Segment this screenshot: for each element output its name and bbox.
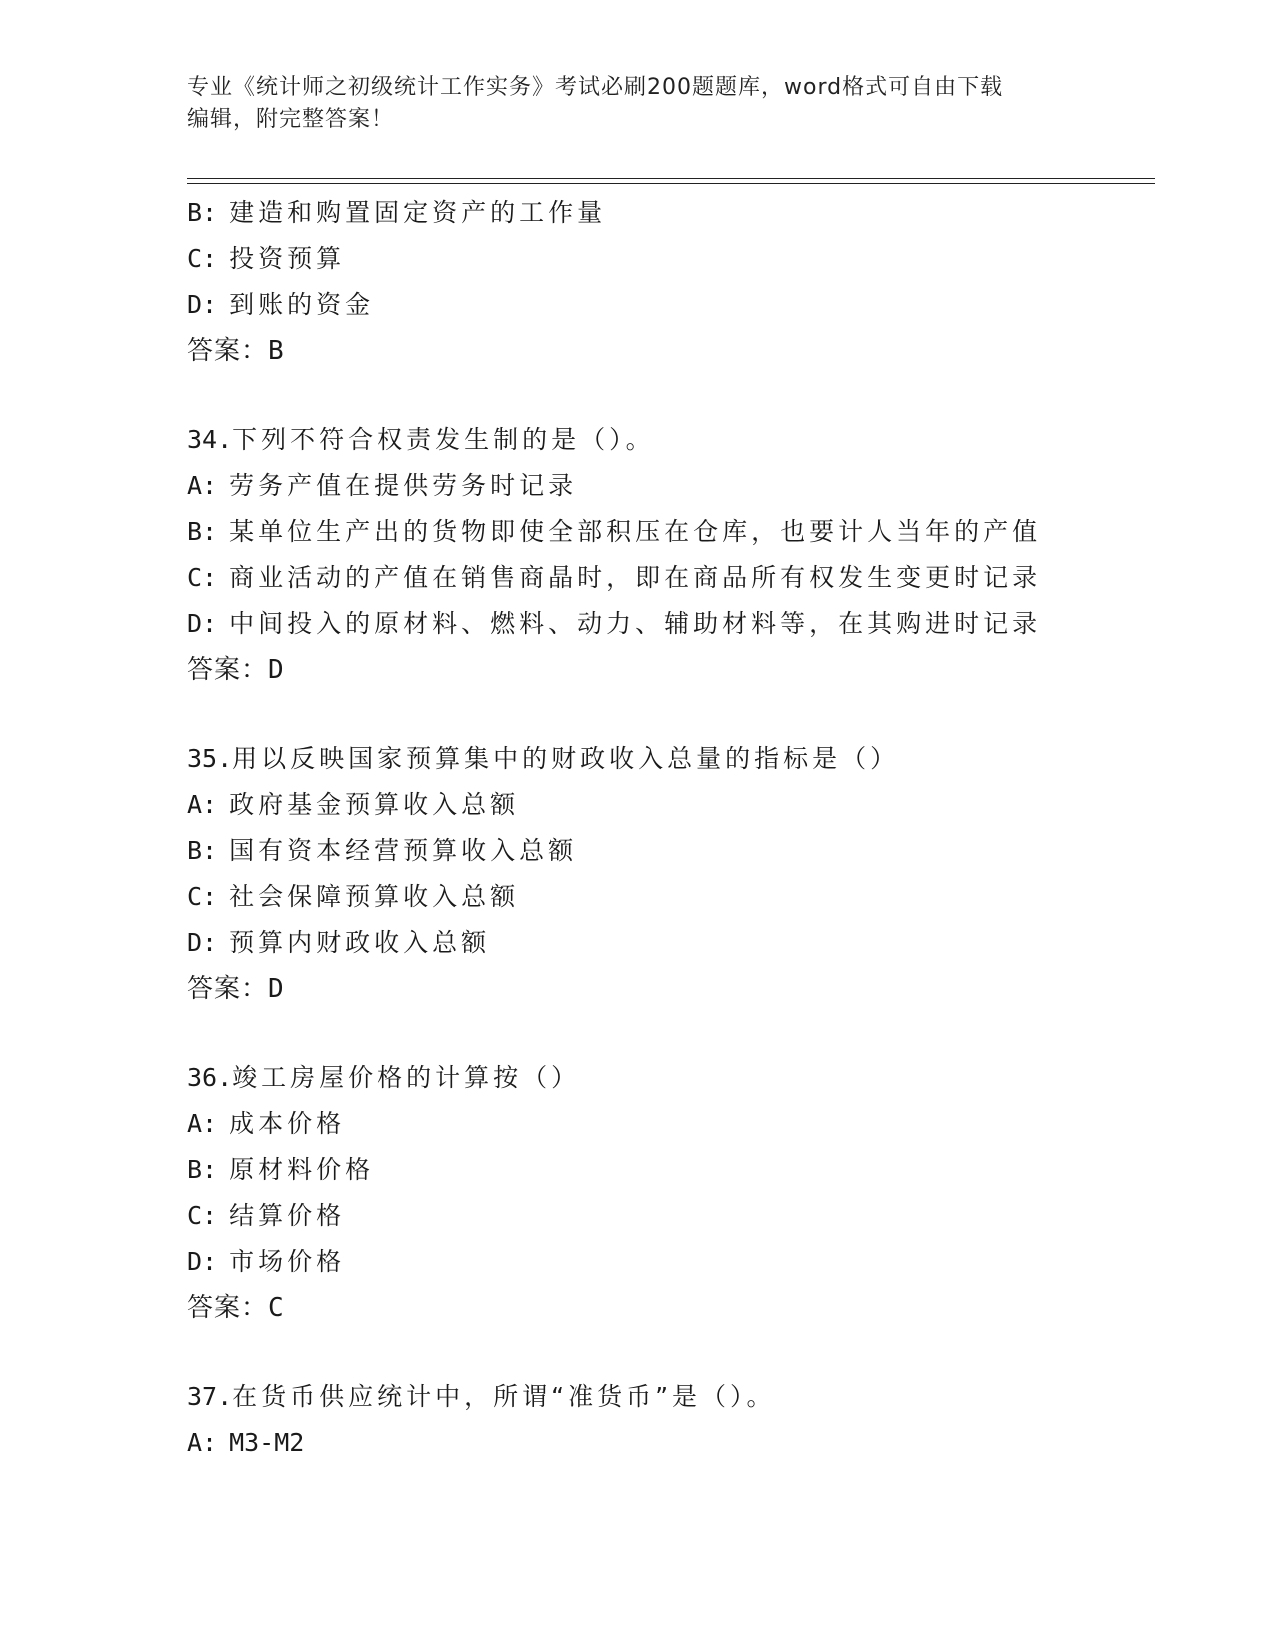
option-text: 中间投入的原材料、燃料、动力、辅助材料等，在其购进时记录 xyxy=(229,609,1042,638)
question-35 xyxy=(187,736,1147,1012)
answer-label: 答案： xyxy=(187,1293,269,1323)
question-stem xyxy=(187,1055,1147,1101)
question-text: 在货币供应统计中，所谓“准货币”是（）。 xyxy=(232,1382,776,1411)
option-a xyxy=(187,1101,1147,1147)
option-text: 投资预算 xyxy=(229,244,346,273)
option-text: 劳务产值在提供劳务时记录 xyxy=(229,471,578,500)
option-letter: B: xyxy=(187,1155,218,1184)
answer-line xyxy=(187,647,1147,693)
answer-value: B xyxy=(268,336,284,366)
option-letter: A: xyxy=(187,471,218,500)
option-text: M3-M2 xyxy=(229,1428,305,1457)
option-c xyxy=(187,236,1147,282)
option-letter: D: xyxy=(187,290,218,319)
answer-label: 答案： xyxy=(187,336,269,366)
document-header xyxy=(187,72,1087,136)
option-a xyxy=(187,463,1147,509)
question-36 xyxy=(187,1055,1147,1331)
option-letter: B: xyxy=(187,836,218,865)
option-letter: C: xyxy=(187,244,218,273)
option-text: 政府基金预算收入总额 xyxy=(229,790,520,819)
option-d xyxy=(187,1239,1147,1285)
option-c xyxy=(187,1193,1147,1239)
option-letter: C: xyxy=(187,882,218,911)
option-a xyxy=(187,1420,1147,1466)
option-text: 成本价格 xyxy=(229,1109,346,1138)
header-line-1: 专业《统计师之初级统计工作实务》考试必刷200题题库，word格式可自由下载 xyxy=(187,75,1004,100)
question-text: 下列不符合权责发生制的是（）。 xyxy=(232,425,655,454)
option-d xyxy=(187,920,1147,966)
answer-line xyxy=(187,1285,1147,1331)
option-text: 商业活动的产值在销售商晶时，即在商品所有权发生变更时记录 xyxy=(229,563,1042,592)
answer-label: 答案： xyxy=(187,974,269,1004)
option-letter: D: xyxy=(187,1247,218,1276)
question-number: 34. xyxy=(187,425,233,454)
header-divider xyxy=(187,178,1155,184)
option-text: 到账的资金 xyxy=(229,290,375,319)
option-letter: C: xyxy=(187,563,218,592)
header-line-2: 编辑，附完整答案！ xyxy=(187,107,395,132)
answer-value: D xyxy=(268,655,284,685)
answer-label: 答案： xyxy=(187,655,269,685)
option-a xyxy=(187,782,1147,828)
option-c xyxy=(187,555,1147,601)
option-letter: D: xyxy=(187,928,218,957)
option-text: 原材料价格 xyxy=(229,1155,375,1184)
option-text: 预算内财政收入总额 xyxy=(229,928,491,957)
option-letter: B: xyxy=(187,198,218,227)
option-letter: A: xyxy=(187,790,218,819)
answer-value: C xyxy=(268,1293,284,1323)
answer-line xyxy=(187,966,1147,1012)
option-letter: C: xyxy=(187,1201,218,1230)
answer-line xyxy=(187,328,1147,374)
option-text: 结算价格 xyxy=(229,1201,346,1230)
option-letter: A: xyxy=(187,1428,218,1457)
question-number: 36. xyxy=(187,1063,233,1092)
option-c xyxy=(187,874,1147,920)
option-letter: A: xyxy=(187,1109,218,1138)
question-34 xyxy=(187,417,1147,693)
question-37 xyxy=(187,1374,1147,1466)
question-list xyxy=(187,190,1147,1466)
question-stem xyxy=(187,1374,1147,1420)
option-b xyxy=(187,828,1147,874)
option-b xyxy=(187,509,1147,555)
option-letter: D: xyxy=(187,609,218,638)
question-number: 35. xyxy=(187,744,233,773)
option-text: 市场价格 xyxy=(229,1247,346,1276)
question-number: 37. xyxy=(187,1382,233,1411)
answer-value: D xyxy=(268,974,284,1004)
option-d xyxy=(187,601,1147,647)
option-text: 某单位生产出的货物即使全部积压在仓库，也要计人当年的产值 xyxy=(229,517,1042,546)
option-d xyxy=(187,282,1147,328)
question-33-continued xyxy=(187,190,1147,374)
option-b xyxy=(187,1147,1147,1193)
option-text: 社会保障预算收入总额 xyxy=(229,882,520,911)
option-letter: B: xyxy=(187,517,218,546)
option-text: 国有资本经营预算收入总额 xyxy=(229,836,578,865)
option-b xyxy=(187,190,1147,236)
question-text: 竣工房屋价格的计算按（） xyxy=(232,1063,581,1092)
option-text: 建造和购置固定资产的工作量 xyxy=(229,198,607,227)
question-text: 用以反映国家预算集中的财政收入总量的指标是（） xyxy=(232,744,900,773)
question-stem xyxy=(187,417,1147,463)
question-stem xyxy=(187,736,1147,782)
